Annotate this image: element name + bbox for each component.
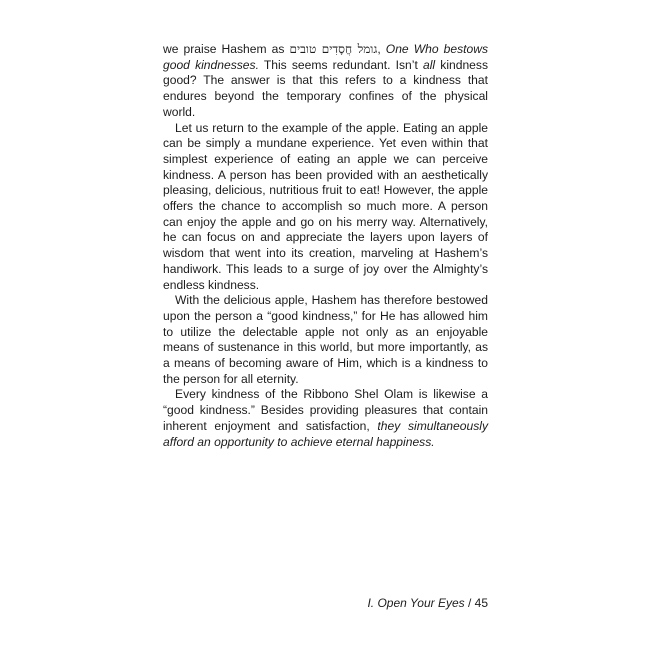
paragraph-3: With the delicious apple, Hashem has therefore bestowed upon the person a “good kindness,” for He has allowed him to utilize the delectable apple not only as an enjoyable means of sustenance in this world, but more importantly, as a means of becoming aware of Him, which is a kindness to the person for all eternity. [163,293,488,386]
text-run: , [377,42,386,56]
paragraph-1 [163,42,488,121]
page-footer [367,596,488,610]
text-run: Every kindness of the Ribbono Shel Olam is likewise a “good kindness.” Besides providing pleasures that contain inherent enjoyment and satisfaction, [163,387,488,433]
text-run: This seems redundant. Isn’t [258,57,423,72]
italic-translation: One Who bestows good kindnesses. [163,42,488,72]
italic-conclusion: they simultaneously afford an opportunity to achieve eternal happiness. [163,418,488,449]
italic-emphasis: all [423,57,436,72]
text-run: we praise Hashem as [163,42,290,56]
body-text [163,42,488,450]
paragraph-4 [163,387,488,450]
section-title: I. Open Your Eyes [367,596,465,610]
footer-separator: / [464,596,475,610]
hebrew-phrase: גומל חֲסָדִים טובים [289,42,378,56]
page-number: 45 [474,596,488,610]
text-run: kindness good? The answer is that this refers to a kindness that endures beyond the temporary confines of the physical world. [163,57,488,119]
paragraph-2: Let us return to the example of the apple. Eating an apple can be simply a mundane experience. Yet even within that simplest experience of eating an apple we can perceive kindness. A person has been provided with an aesthetically pleasing, delicious, nutritious fruit to eat! However, the apple offers the chance to accomplish so much more. A person can enjoy the apple and go on his merry way. Alternatively, he can focus on and appreciate the layers upon layers of wisdom that went into its creation, marveling at Hashem’s handiwork. This leads to a surge of joy over the Almighty’s endless kindness. [163,120,488,292]
